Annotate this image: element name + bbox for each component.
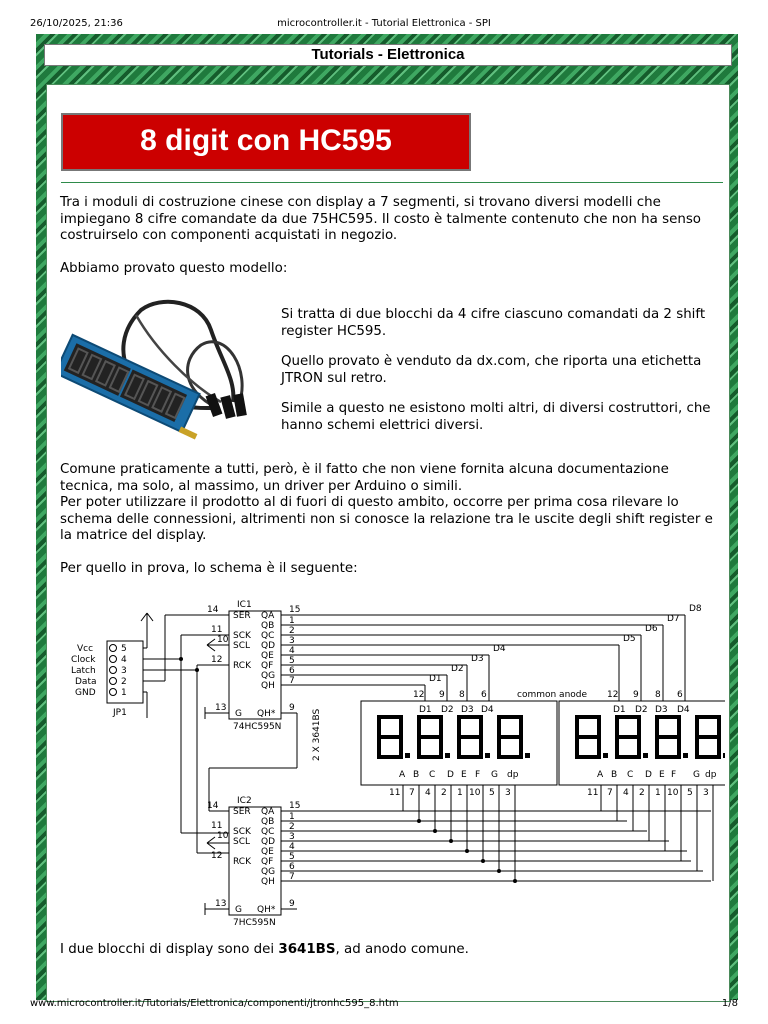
disp2-spin-7: 7 bbox=[607, 788, 613, 798]
line-d1: D1 bbox=[429, 674, 442, 684]
ic2-num-6: 6 bbox=[289, 862, 295, 872]
disp2-seg-f: F bbox=[671, 770, 677, 780]
line-d5: D5 bbox=[623, 634, 636, 644]
display-part-bold: 3641BS bbox=[278, 942, 336, 957]
disp1-spin-2: 2 bbox=[441, 788, 447, 798]
disp1-pin-8: 8 bbox=[459, 690, 465, 700]
disp1-pin-6: 6 bbox=[481, 690, 487, 700]
disp2-pin-9: 9 bbox=[633, 690, 639, 700]
ic2-num-1: 1 bbox=[289, 812, 295, 822]
disp2-pin-8: 8 bbox=[655, 690, 661, 700]
conn-gnd: GND bbox=[75, 688, 96, 698]
ic2-pin-qe: QE bbox=[261, 847, 274, 857]
ic1-pin-qb: QB bbox=[261, 621, 275, 631]
page-frame bbox=[36, 34, 738, 1000]
ic2-pin-qb: QB bbox=[261, 817, 275, 827]
conn-pin-5: 5 bbox=[121, 644, 127, 654]
disp2-pin-6: 6 bbox=[677, 690, 683, 700]
disp1-spin-10: 10 bbox=[469, 788, 481, 798]
paragraph-display-part bbox=[60, 942, 720, 959]
print-date: 26/10/2025, 21:36 bbox=[30, 18, 123, 29]
line-d4: D4 bbox=[493, 644, 506, 654]
ic2-num-4: 4 bbox=[289, 842, 295, 852]
ic1-num-11: 11 bbox=[211, 625, 223, 635]
ic1-pin-qh: QH bbox=[261, 681, 275, 691]
disp1-seg-g: G bbox=[491, 770, 498, 780]
disp1-spin-7: 7 bbox=[409, 788, 415, 798]
line-d8: D8 bbox=[689, 604, 702, 614]
disp2-seg-g: G bbox=[693, 770, 700, 780]
ic1-pin-qf: QF bbox=[261, 661, 274, 671]
disp1-seg-f: F bbox=[475, 770, 481, 780]
disp1-seg-e: E bbox=[461, 770, 467, 780]
disp2-seg-c: C bbox=[627, 770, 634, 780]
disp2-seg-dp: dp bbox=[705, 770, 717, 780]
ic2-pin-sck: SCK bbox=[233, 827, 251, 837]
print-header bbox=[0, 0, 768, 28]
disp2-spin-11: 11 bbox=[587, 788, 599, 798]
disp1-pin-9: 9 bbox=[439, 690, 445, 700]
paragraph-blocks: Si tratta di due blocchi da 4 cifre ciascuno comandati da 2 shift register HC595. bbox=[281, 307, 706, 339]
ic1-pin-qc: QC bbox=[261, 631, 275, 641]
ic1-pin-rck: RCK bbox=[233, 661, 251, 671]
ic1-num-4: 4 bbox=[289, 646, 295, 656]
ic1-pin-qhs: QH* bbox=[257, 709, 276, 719]
ic1-num-3: 3 bbox=[289, 636, 295, 646]
ic2-num-9: 9 bbox=[289, 899, 295, 909]
connector-label: JP1 bbox=[113, 708, 127, 718]
line-d2: D2 bbox=[451, 664, 464, 674]
ic1-pin-ser: SER bbox=[233, 611, 251, 621]
disp2-seg-b: B bbox=[611, 770, 618, 780]
title-divider bbox=[61, 182, 723, 183]
ic1-pin-sck: SCK bbox=[233, 631, 251, 641]
ic2-pin-qd: QD bbox=[261, 837, 276, 847]
ic2-num-2: 2 bbox=[289, 822, 295, 832]
ic2-name: 7HC595N bbox=[233, 918, 276, 928]
ic2-pin-qh: QH bbox=[261, 877, 275, 887]
content-area bbox=[46, 84, 730, 1002]
disp1-seg-a: A bbox=[399, 770, 406, 780]
paragraph-common: Comune praticamente a tutti, però, è il fatto che non viene fornita alcuna documentazione tecnica, ma solo, al massimo, un driver per Arduino o simili. bbox=[60, 462, 669, 494]
disp2-spin-3: 3 bbox=[703, 788, 709, 798]
disp2-spin-4: 4 bbox=[623, 788, 629, 798]
ic2-num-11: 11 bbox=[211, 821, 223, 831]
disp1-spin-3: 3 bbox=[505, 788, 511, 798]
ic2-num-7: 7 bbox=[289, 872, 295, 882]
disp1-seg-dp: dp bbox=[507, 770, 519, 780]
display-part-text-pre: I due blocchi di display sono dei bbox=[60, 942, 279, 957]
ic1-pin-scl: SCL bbox=[233, 641, 251, 651]
disp2-d1: D1 bbox=[613, 705, 626, 715]
paragraph-intro: Tra i moduli di costruzione cinese con display a 7 segmenti, si trovano diversi modelli che impiegano 8 cifre comandate da due 75HC595. Il costo è talmente contenuto che non ha senso costruirselo con componenti acquistati in negozio. bbox=[60, 195, 701, 243]
line-d3: D3 bbox=[471, 654, 484, 664]
ic1-pin-g: G bbox=[235, 709, 242, 719]
ic1-num-10: 10 bbox=[217, 635, 229, 645]
conn-data: Data bbox=[75, 677, 97, 687]
ic1-num-1: 1 bbox=[289, 616, 295, 626]
ic2-num-12: 12 bbox=[211, 851, 223, 861]
disp2-spin-2: 2 bbox=[639, 788, 645, 798]
ic1-num-2: 2 bbox=[289, 626, 295, 636]
disp1-spin-5: 5 bbox=[489, 788, 495, 798]
ic2-pin-scl: SCL bbox=[233, 837, 251, 847]
ic1-num-5: 5 bbox=[289, 656, 295, 666]
ic1-num-9: 9 bbox=[289, 703, 295, 713]
page-title: 8 digit con HC595 bbox=[61, 113, 471, 171]
ic2-pin-qg: QG bbox=[261, 867, 276, 877]
disp1-seg-d: D bbox=[447, 770, 454, 780]
ic1-pin-qd: QD bbox=[261, 641, 276, 651]
ic2-num-5: 5 bbox=[289, 852, 295, 862]
print-footer bbox=[0, 996, 768, 1024]
paragraph-usage: Per poter utilizzare il prodotto al di fuori di questo ambito, occorre per prima cosa rilevare lo schema delle connessioni, altrimenti non si conosce la relazione tra le uscite degli shift register e la matrice del display. bbox=[60, 495, 713, 543]
line-d7: D7 bbox=[667, 614, 680, 624]
disp1-spin-1: 1 bbox=[457, 788, 463, 798]
ic2-pin-qhs: QH* bbox=[257, 905, 276, 915]
conn-clock: Clock bbox=[71, 655, 96, 665]
disp1-d1: D1 bbox=[419, 705, 432, 715]
line-d6: D6 bbox=[645, 624, 658, 634]
ic1-num-12: 12 bbox=[211, 655, 223, 665]
print-title: microcontroller.it - Tutorial Elettronica - SPI bbox=[277, 18, 491, 29]
ic2-pin-qa: QA bbox=[261, 807, 275, 817]
conn-pin-3: 3 bbox=[121, 666, 127, 676]
conn-pin-1: 1 bbox=[121, 688, 127, 698]
paragraph-model: Abbiamo provato questo modello: bbox=[60, 261, 288, 276]
disp2-spin-1: 1 bbox=[655, 788, 661, 798]
paragraph-vendor: Quello provato è venduto da dx.com, che riporta una etichetta JTRON sul retro. bbox=[281, 354, 702, 386]
ic1-num-7: 7 bbox=[289, 676, 295, 686]
disp2-spin-10: 10 bbox=[667, 788, 679, 798]
ic1-pin-qa: QA bbox=[261, 611, 275, 621]
ic1-label: IC1 bbox=[237, 600, 252, 610]
print-page-number: 1/8 bbox=[721, 998, 738, 1009]
ic1-name: 74HC595N bbox=[233, 722, 282, 732]
display-part-text-post: , ad anodo comune. bbox=[335, 942, 469, 957]
ic2-num-14: 14 bbox=[207, 801, 219, 811]
ic1-pin-qe: QE bbox=[261, 651, 274, 661]
disp1-spin-4: 4 bbox=[425, 788, 431, 798]
paragraph-schema-intro: Per quello in prova, lo schema è il seguente: bbox=[60, 561, 358, 576]
section-bar: Tutorials - Elettronica bbox=[44, 44, 732, 66]
disp1-pin-12: 12 bbox=[413, 690, 425, 700]
disp1-d2: D2 bbox=[441, 705, 454, 715]
conn-pin-2: 2 bbox=[121, 677, 127, 687]
disp1-spin-11: 11 bbox=[389, 788, 401, 798]
disp2-seg-e: E bbox=[659, 770, 665, 780]
ic2-num-3: 3 bbox=[289, 832, 295, 842]
ic2-num-10: 10 bbox=[217, 831, 229, 841]
ic1-num-6: 6 bbox=[289, 666, 295, 676]
ic1-num-15: 15 bbox=[289, 605, 301, 615]
disp2-d3: D3 bbox=[655, 705, 668, 715]
ic2-label: IC2 bbox=[237, 796, 252, 806]
disp1-seg-c: C bbox=[429, 770, 436, 780]
ic2-pin-qf: QF bbox=[261, 857, 274, 867]
disp2-d4: D4 bbox=[677, 705, 690, 715]
display-part-label: 2 X 3641BS bbox=[312, 708, 322, 761]
disp2-d2: D2 bbox=[635, 705, 648, 715]
ic2-pin-qc: QC bbox=[261, 827, 275, 837]
ic2-num-15: 15 bbox=[289, 801, 301, 811]
paragraph-similar: Simile a questo ne esistono molti altri, di diversi costruttori, che hanno schemi elettrici diversi. bbox=[281, 401, 711, 433]
disp2-spin-5: 5 bbox=[687, 788, 693, 798]
conn-vcc: Vcc bbox=[77, 644, 94, 654]
schematic-diagram bbox=[57, 593, 725, 935]
ic1-pin-qg: QG bbox=[261, 671, 276, 681]
disp1-seg-b: B bbox=[413, 770, 420, 780]
ic2-num-13: 13 bbox=[215, 899, 227, 909]
ic1-num-14: 14 bbox=[207, 605, 219, 615]
disp1-d3: D3 bbox=[461, 705, 474, 715]
conn-latch: Latch bbox=[71, 666, 96, 676]
disp2-seg-a: A bbox=[597, 770, 604, 780]
ic1-num-13: 13 bbox=[215, 703, 227, 713]
common-anode-label: common anode bbox=[517, 690, 588, 700]
disp2-pin-12: 12 bbox=[607, 690, 619, 700]
ic2-pin-rck: RCK bbox=[233, 857, 251, 867]
conn-pin-4: 4 bbox=[121, 655, 127, 665]
ic2-pin-g: G bbox=[235, 905, 242, 915]
ic2-pin-ser: SER bbox=[233, 807, 251, 817]
disp2-seg-d: D bbox=[645, 770, 652, 780]
print-url: www.microcontroller.it/Tutorials/Elettronica/componenti/jtronhc595_8.htm bbox=[30, 998, 399, 1009]
disp1-d4: D4 bbox=[481, 705, 494, 715]
product-image bbox=[61, 290, 269, 450]
